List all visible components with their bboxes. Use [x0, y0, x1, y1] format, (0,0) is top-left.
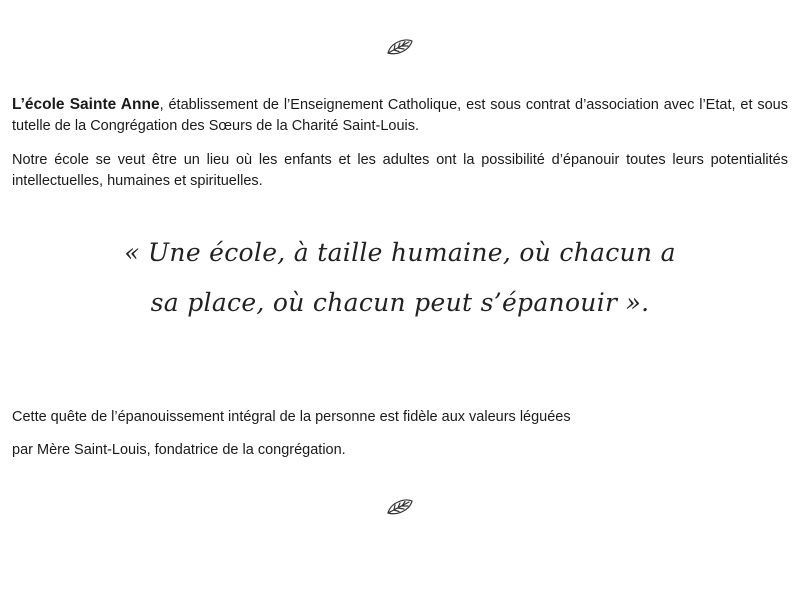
- mission-paragraph: Notre école se veut être un lieu où les enfants et les adultes ont la possibilité d’épanouir toutes leurs potentialités intellectuelles, humaines et spirituelles.: [12, 152, 788, 189]
- intro-text: , établissement de l’Enseignement Catholique, est sous contrat d’association avec l’Etat, et sous tutelle de la Congrégation des Sœurs de la Charité Saint-Louis.: [12, 97, 788, 134]
- quote-line-2: sa place, où chacun peut s’épanouir ».: [150, 288, 650, 317]
- closing-line-1: Cette quête de l’épanouissement intégral de la personne est fidèle aux valeurs léguées: [12, 409, 571, 425]
- school-name: L’école Sainte Anne: [12, 96, 160, 113]
- leaf-icon: [385, 37, 415, 57]
- closing-line-2: par Mère Saint-Louis, fondatrice de la congrégation.: [12, 442, 346, 458]
- quote-line-1: « Une école, à taille humaine, où chacun a: [124, 238, 676, 267]
- intro-paragraph: [12, 94, 788, 137]
- leaf-icon: [385, 497, 415, 517]
